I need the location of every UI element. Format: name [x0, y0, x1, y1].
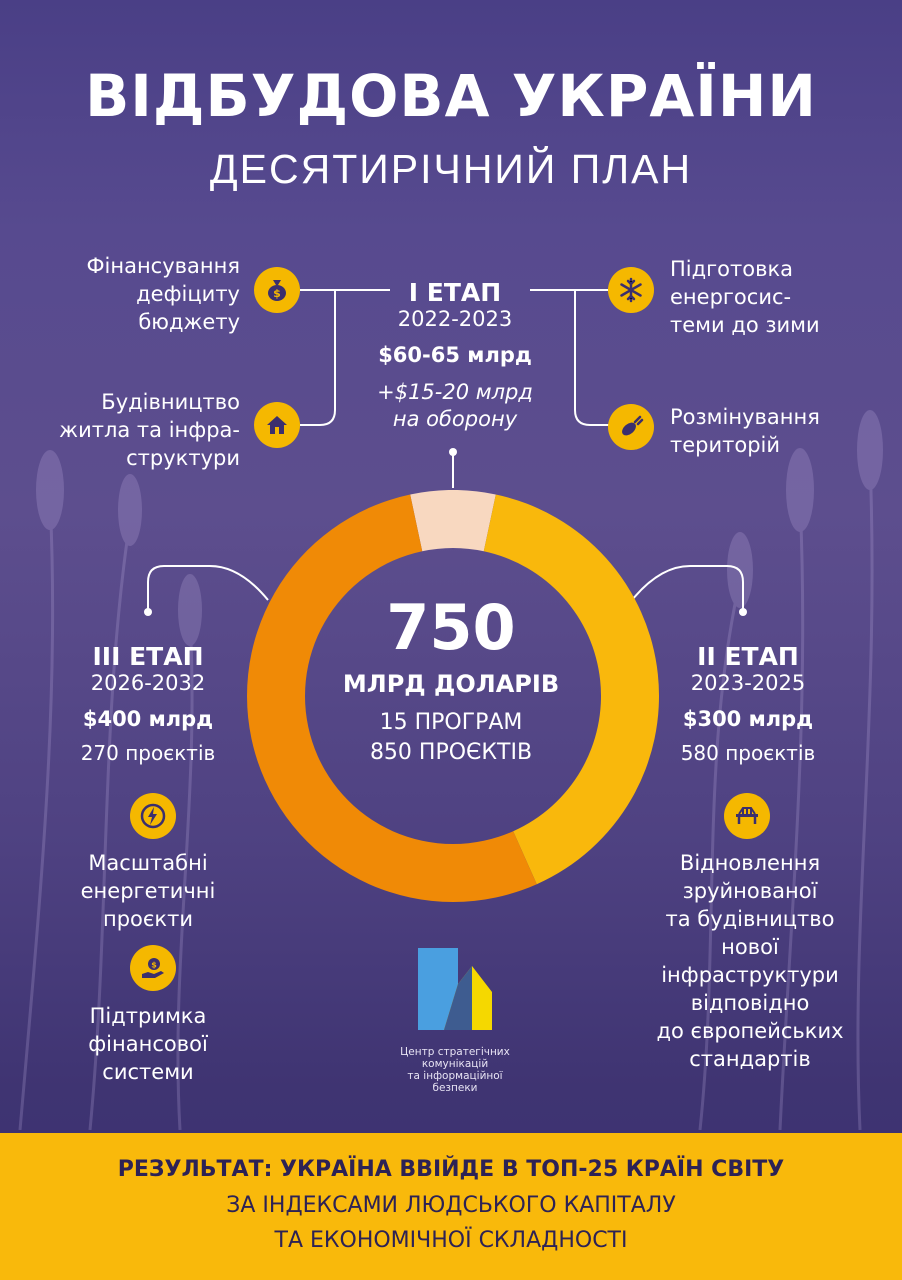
svg-text:$: $ — [273, 287, 281, 300]
stage1-block — [355, 278, 555, 433]
result-headline: РЕЗУЛЬТАТ: УКРАЇНА ВВІЙДЕ В ТОП-25 КРАЇН СВІТУ — [117, 1157, 785, 1182]
stage3-block — [48, 642, 248, 765]
svg-text:$: $ — [151, 960, 157, 970]
energy-winter-label: Підготовка енергосис- теми до зими — [670, 257, 820, 337]
housing-label: Будівництво житла та інфра- структури — [59, 390, 240, 470]
donut-slice-1 — [410, 490, 496, 551]
result-line-3: ТА ЕКОНОМІЧНОЇ СКЛАДНОСТІ — [274, 1228, 628, 1253]
donut-center — [300, 592, 602, 768]
house-icon — [254, 402, 300, 448]
page-subtitle: ДЕСЯТИРІЧНИЙ ПЛАН — [209, 146, 693, 192]
stage3-title: ІІІ ЕТАП — [92, 642, 204, 671]
stage2-title: ІІ ЕТАП — [697, 642, 799, 671]
stage1-title: І ЕТАП — [408, 278, 502, 307]
stage3-sum: $400 млрд — [82, 707, 214, 731]
hand-money-icon — [130, 945, 176, 991]
stage3-projects: 270 проєктів — [80, 741, 216, 765]
infrastructure-label: Відновлення зруйнованої та будівництво нової інфраструктури відповідно до європейських стандартів — [656, 851, 844, 1071]
logo-caption: Центр стратегічних комунікацій та інформаційної безпеки — [400, 1046, 510, 1094]
result-banner — [0, 1133, 902, 1280]
result-line-2: ЗА ІНДЕКСАМИ ЛЮДСЬКОГО КАПІТАЛУ — [226, 1193, 676, 1218]
stage2-projects: 580 проєктів — [680, 741, 816, 765]
stage1-extra-amount: +$15-20 млрд — [377, 380, 533, 404]
snowflake-icon — [608, 267, 654, 313]
stage2-block — [648, 642, 848, 765]
stage2-sum: $300 млрд — [682, 707, 814, 731]
energy-projects-label: Масштабні енергетичні проєкти — [80, 851, 216, 931]
page-title: ВІДБУДОВА УКРАЇНИ — [85, 62, 817, 130]
stage3-years: 2026-2032 — [90, 671, 206, 695]
financial-support-label: Підтримка фінансової системи — [88, 1004, 208, 1084]
stage1-years: 2022-2023 — [397, 307, 513, 331]
mine-icon — [608, 404, 654, 450]
budget-deficit-label: Фінансування дефіциту бюджету — [86, 254, 240, 334]
bridge-icon — [724, 793, 770, 839]
total-value: 750 — [386, 591, 516, 664]
total-unit: МЛРД ДОЛАРІВ — [342, 670, 560, 698]
lightning-icon — [130, 793, 176, 839]
projects-count: 850 ПРОЄКТІВ — [369, 740, 533, 765]
ccsi-logo — [414, 944, 494, 1030]
demining-label: Розмінування територій — [670, 405, 820, 457]
stage1-extra-purpose: на оборону — [392, 407, 518, 431]
stage1-sum: $60-65 млрд — [378, 343, 532, 367]
programs-count: 15 ПРОГРАМ — [379, 710, 523, 735]
stage2-years: 2023-2025 — [690, 671, 806, 695]
money-bag-icon — [254, 267, 300, 313]
